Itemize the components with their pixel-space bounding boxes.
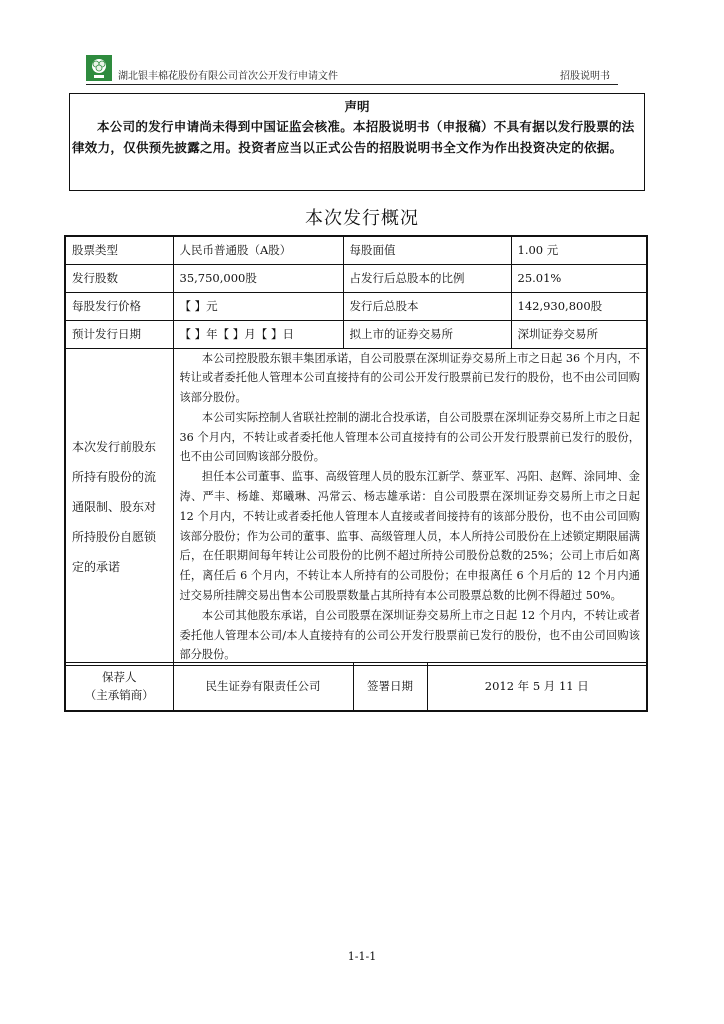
page-header bbox=[86, 55, 618, 85]
table-label-cell: 发行后总股本 bbox=[343, 292, 511, 320]
table-value-cell: 1.00 元 bbox=[511, 236, 647, 264]
sponsor-label-line: 保荐人 bbox=[102, 670, 137, 685]
table-value-cell: 【 】年【 】月【 】日 bbox=[173, 320, 343, 348]
sponsor-table bbox=[64, 662, 648, 712]
signing-date: 2012 年 5 月 11 日 bbox=[427, 663, 647, 711]
disclaimer-body: 本公司的发行申请尚未得到中国证监会核准。本招股说明书（申报稿）不具有据以发行股票的法律效力，仅供预先披露之用。投资者应当以正式公告的招股说明书全文作为作出投资决定的依据。 bbox=[72, 119, 635, 155]
table-label-cell: 预计发行日期 bbox=[65, 320, 173, 348]
table-row bbox=[65, 292, 647, 320]
table-row bbox=[65, 236, 647, 264]
sponsor-name: 民生证券有限责任公司 bbox=[173, 663, 353, 711]
table-value-cell: 35,750,000股 bbox=[173, 264, 343, 292]
commitment-paragraph: 本公司其他股东承诺，自公司股票在深圳证券交易所上市之日起 12 个月内，不转让或者委托他人管理本公司/本人直接持有的公司公开发行股票前已发行的股份，也不由公司回购该部分股份。 bbox=[179, 608, 640, 662]
table-row bbox=[65, 264, 647, 292]
table-value-cell: 人民币普通股（A股） bbox=[173, 236, 343, 264]
commitment-paragraph: 本公司实际控制人省联社控制的湖北合投承诺，自公司股票在深圳证券交易所上市之日起 36 个月内，不转让或者委托他人管理本公司直接持有的公司公开发行股票前已发行的股份，也不由公司回购该部分股份。 bbox=[179, 410, 640, 464]
commitment-row bbox=[65, 348, 647, 666]
table-label-cell: 股票类型 bbox=[65, 236, 173, 264]
table-label-cell: 发行股数 bbox=[65, 264, 173, 292]
offering-summary-table bbox=[64, 235, 648, 666]
commitment-paragraph: 担任本公司董事、监事、高级管理人员的股东江新学、蔡亚军、冯阳、赵辉、涂同坤、金涛、严丰、杨雄、郑曦琳、冯常云、杨志雄承诺：自公司股票在深圳证券交易所上市之日起 12 个月内，不转让或者委托他人管理本人直接或者间接持有的该部分股份，也不由公司回购该部分股份；作为公司的董事、监事、高级管理人员，本人所持公司股份在上述锁定期限届满后，在任职期间每年转让公司股份的比例不超过所持公司股份总数的25%；公司上市后如离任，离任后 6 个月内，不转让本人所持有的公司股份；在申报离任 6 个月后的 12 个月内通过交易所挂牌交易出售本公司股票数量占其所持有本公司股票总数的比例不得超过 50%。 bbox=[179, 470, 640, 603]
disclaimer-title: 声明 bbox=[344, 99, 370, 114]
table-value-cell: 142,930,800股 bbox=[511, 292, 647, 320]
table-label-cell: 拟上市的证券交易所 bbox=[343, 320, 511, 348]
table-value-cell: 25.01% bbox=[511, 264, 647, 292]
commitment-text bbox=[173, 348, 647, 666]
table-value-cell: 【 】元 bbox=[173, 292, 343, 320]
signing-date-label: 签署日期 bbox=[353, 663, 427, 711]
document-type: 招股说明书 bbox=[560, 71, 610, 82]
page-number: 1-1-1 bbox=[347, 950, 377, 963]
disclaimer-box bbox=[69, 93, 645, 191]
sponsor-label bbox=[65, 663, 173, 711]
table-value-cell: 深圳证券交易所 bbox=[511, 320, 647, 348]
table-row bbox=[65, 320, 647, 348]
table-label-cell: 每股面值 bbox=[343, 236, 511, 264]
table-label-cell: 占发行后总股本的比例 bbox=[343, 264, 511, 292]
sponsor-label-line: （主承销商） bbox=[84, 688, 154, 703]
commitment-label: 本次发行前股东所持有股份的流通限制、股东对所持股份自愿锁定的承诺 bbox=[65, 348, 173, 666]
cotton-flower-logo-icon bbox=[86, 55, 112, 81]
table-label-cell: 每股发行价格 bbox=[65, 292, 173, 320]
commitment-paragraph: 本公司控股股东银丰集团承诺，自公司股票在深圳证券交易所上市之日起 36 个月内，不转让或者委托他人管理本公司直接持有的公司公开发行股票前已发行的股份，也不由公司回购该部分股份。 bbox=[179, 351, 640, 405]
sponsor-row bbox=[65, 663, 647, 711]
document-title: 湖北银丰棉花股份有限公司首次公开发行申请文件 bbox=[118, 71, 338, 82]
page-title: 本次发行概况 bbox=[305, 208, 419, 229]
